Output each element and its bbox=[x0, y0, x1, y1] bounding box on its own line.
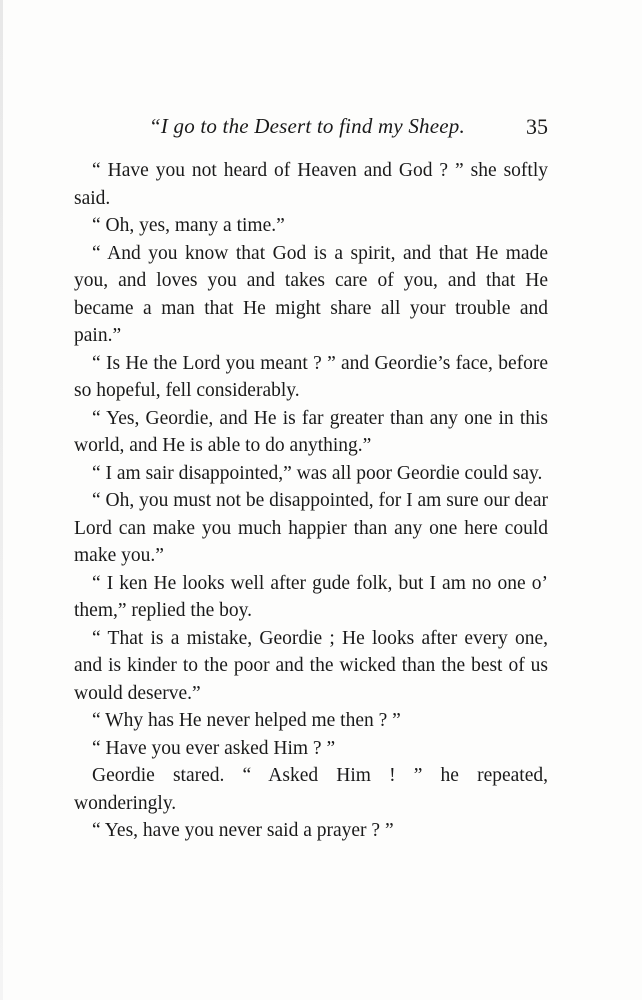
paragraph: Geordie stared. “ Asked Him ! ” he repeated, wonderingly. bbox=[74, 765, 548, 814]
paragraph: “ And you know that God is a spirit, and that He made you, and loves you and takes care of you, and that He became a man that He might share all your trouble and pain.” bbox=[74, 242, 548, 346]
page-header bbox=[74, 108, 550, 148]
paragraph: “ Have you not heard of Heaven and God ? ” she softly said. bbox=[74, 160, 548, 209]
paragraph: “ That is a mistake, Geordie ; He looks after every one, and is kinder to the poor and the wicked than the best of us would deserve.” bbox=[74, 627, 548, 704]
paragraph: “ I am sair disappointed,” was all poor Geordie could say. bbox=[92, 462, 543, 484]
paragraph: “ Oh, yes, many a time.” bbox=[92, 215, 285, 236]
paragraph: “ Yes, have you never said a prayer ? ” bbox=[92, 820, 394, 841]
paragraph: “ I ken He looks well after gude folk, but I am no one o’ them,” replied the boy. bbox=[74, 572, 548, 621]
body-text bbox=[74, 157, 548, 845]
paragraph: “ Oh, you must not be disappointed, for I am sure our dear Lord can make you much happier than any one here could make you.” bbox=[74, 490, 548, 566]
running-title: “I go to the Desert to find my Sheep. bbox=[149, 114, 465, 138]
paragraph: “ Yes, Geordie, and He is far greater than any one in this world, and He is able to do anything.” bbox=[74, 407, 548, 456]
page-edge bbox=[0, 0, 3, 1000]
page-number: 35 bbox=[526, 114, 548, 139]
paragraph: “ Have you ever asked Him ? ” bbox=[92, 737, 336, 759]
paragraph: “ Is He the Lord you meant ? ” and Geordie’s face, before so hopeful, fell considerably. bbox=[74, 352, 548, 401]
paragraph: “ Why has He never helped me then ? ” bbox=[92, 710, 401, 731]
